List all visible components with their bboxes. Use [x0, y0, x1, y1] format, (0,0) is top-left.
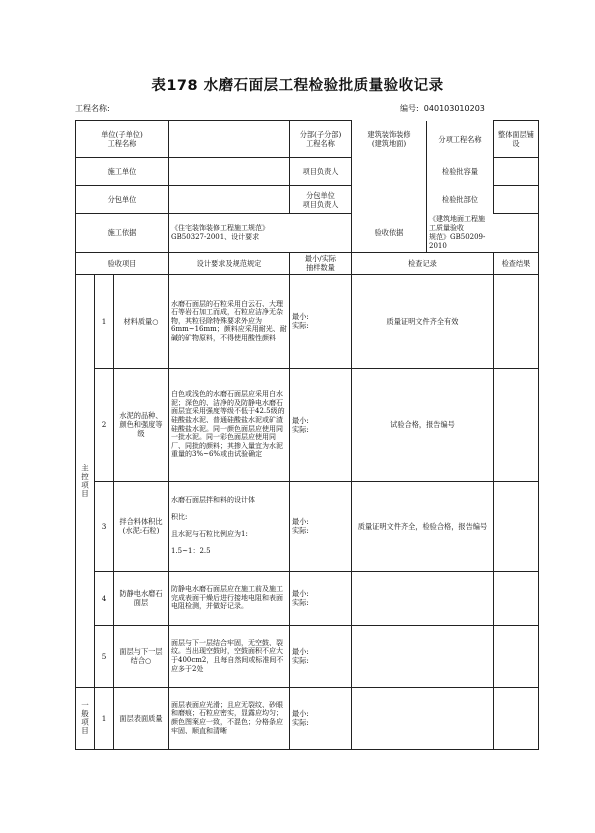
col-sample-header: 最小/实际 抽样数量 [290, 252, 352, 274]
acceptance-basis-label: 验收依据 [352, 214, 427, 252]
sub-project-label: 分部(子分部) 工程名称 [290, 121, 352, 158]
acceptance-record-table [75, 120, 539, 750]
item-standard: 白色或浅色的水磨石面层应采用白水泥；深色的、洁净的及防静电水磨石面层宜采用强度等级不低于42.5级的硅酸盐水泥、普通硅酸盐水泥或矿渣硅酸盐水泥。同一颜色面层应使用同一批水泥。同一彩色面层应使用同厂、同批的颜料；其掺入量宜为水泥重量的3%~6%或由试验确定 [169, 368, 290, 481]
number-value: 040103010203 [423, 104, 485, 113]
construction-unit-value[interactable] [169, 158, 290, 186]
subcontract-unit-label: 分包单位 [76, 186, 169, 214]
item-name: 面层表面质量 [114, 687, 169, 749]
table-row [76, 274, 539, 368]
item-number: 1 [95, 274, 114, 368]
construction-basis-label: 施工依据 [76, 214, 169, 253]
item-project-label: 分项工程名称 [438, 134, 482, 144]
check-result[interactable] [494, 625, 539, 687]
sample-count[interactable]: 最小: 实际: [290, 481, 352, 571]
document-number [400, 103, 485, 114]
unit-value[interactable] [169, 121, 290, 158]
item-number: 5 [95, 625, 114, 687]
item-name: 水泥的品种、颜色和强度等级 [114, 368, 169, 481]
project-lead-label: 项目负责人 [290, 158, 352, 186]
acceptance-basis-cell [352, 214, 494, 253]
main-group-label: 主控项目 [76, 274, 95, 687]
item-name: 面层与下一层结合○ [114, 625, 169, 687]
item-standard: 防静电水磨石面层应在施工前及施工完成表面干燥后进行接地电阻和表面电阻检测，并做好记录。 [169, 571, 290, 625]
item-standard: 面层与下一层结合牢固，无空鼓、裂纹。当出现空鼓时，空鼓面积不应大于400cm2，且每自然间或标准间不应多于2处 [169, 625, 290, 687]
item-standard: 水磨石面层的石粒采用白云石、大理石等岩石加工而成，石粒应洁净无杂物，其粒径除特殊要求外应为6mm~16mm；颜料应采用耐光、耐碱的矿物原料，不得使用酸性颜料 [169, 274, 290, 368]
subcontract-lead-cell [352, 186, 494, 214]
check-result[interactable] [494, 274, 539, 368]
sub-project-value: 建筑装饰装修 (建筑地面) [352, 121, 427, 158]
sample-count[interactable]: 最小: 实际: [290, 687, 352, 749]
number-label: 编号: [400, 104, 419, 113]
item-number: 2 [95, 368, 114, 481]
check-result[interactable] [494, 687, 539, 749]
item-project-value: 整体面层铺设 [494, 121, 539, 158]
col-result-header: 检查结果 [494, 252, 539, 274]
construction-basis-value: 《住宅装饰装修工程施工规范》 GB50327-2001、设计要求 [169, 214, 352, 253]
col-record-header: 检查记录 [352, 252, 494, 274]
table-row [76, 368, 539, 481]
project-name-label: 工程名称: [75, 104, 110, 113]
check-record[interactable]: 质量证明文件齐全，检验合格，报告编号 [352, 481, 494, 571]
sample-count[interactable]: 最小: 实际: [290, 274, 352, 368]
col-requirement-header: 设计要求及规范规定 [169, 252, 290, 274]
project-lead-value[interactable] [352, 158, 427, 186]
subcontract-lead-label: 分包单位 项目负责人 [290, 186, 352, 214]
check-result[interactable] [494, 481, 539, 571]
check-result[interactable] [494, 368, 539, 481]
item-number: 1 [95, 687, 114, 749]
batch-capacity-value[interactable] [494, 158, 539, 186]
batch-location-label: 检验批部位 [442, 195, 478, 204]
table-row [76, 481, 539, 571]
table-row [76, 571, 539, 625]
check-record[interactable]: 试验合格，报告编号 [352, 368, 494, 481]
item-name: 拌合料体积比(水泥:石粒) [114, 481, 169, 571]
check-record[interactable]: 质量证明文件齐全有效 [352, 274, 494, 368]
batch-location-value[interactable] [494, 186, 539, 214]
subcontract-unit-value[interactable] [169, 186, 290, 214]
item-standard: 水磨石面层拌和料的设计体 积比: 且水泥与石粒比例应为1: 1.5~1：2.5 [169, 481, 290, 571]
check-result[interactable] [494, 571, 539, 625]
batch-capacity-label: 检验批容量 [442, 167, 478, 176]
page-title: 表178 水磨石面层工程检验批质量验收记录 [151, 78, 444, 94]
sample-count[interactable]: 最小: 实际: [290, 625, 352, 687]
item-name: 防静电水磨石面层 [114, 571, 169, 625]
sub-project-cell [352, 121, 494, 158]
project-lead-cell [352, 158, 494, 186]
check-record[interactable] [352, 687, 494, 749]
table-row [76, 625, 539, 687]
sample-count[interactable]: 最小: 实际: [290, 571, 352, 625]
sample-count[interactable]: 最小: 实际: [290, 368, 352, 481]
item-name: 材料质量○ [114, 274, 169, 368]
item-number: 3 [95, 481, 114, 571]
table-row [76, 687, 539, 749]
item-number: 4 [95, 571, 114, 625]
check-record[interactable] [352, 571, 494, 625]
unit-label: 单位(子单位) 工程名称 [76, 121, 169, 158]
check-record[interactable] [352, 625, 494, 687]
acceptance-basis-extra [494, 214, 539, 253]
general-group-label: 一般项目 [76, 687, 95, 749]
subcontract-lead-value[interactable] [352, 186, 427, 214]
construction-unit-label: 施工单位 [76, 158, 169, 186]
item-standard: 面层表面应光滑；且应无裂纹、砂眼和磨痕；石粒应密实，显露应均匀；颜色图案应一致，不混色；分格条应牢固、顺直和清晰 [169, 687, 290, 749]
acceptance-basis-value: 《建筑地面工程施工质量验收 规范》GB50209-2010 [429, 214, 486, 250]
col-items-header: 验收项目 [76, 252, 169, 274]
